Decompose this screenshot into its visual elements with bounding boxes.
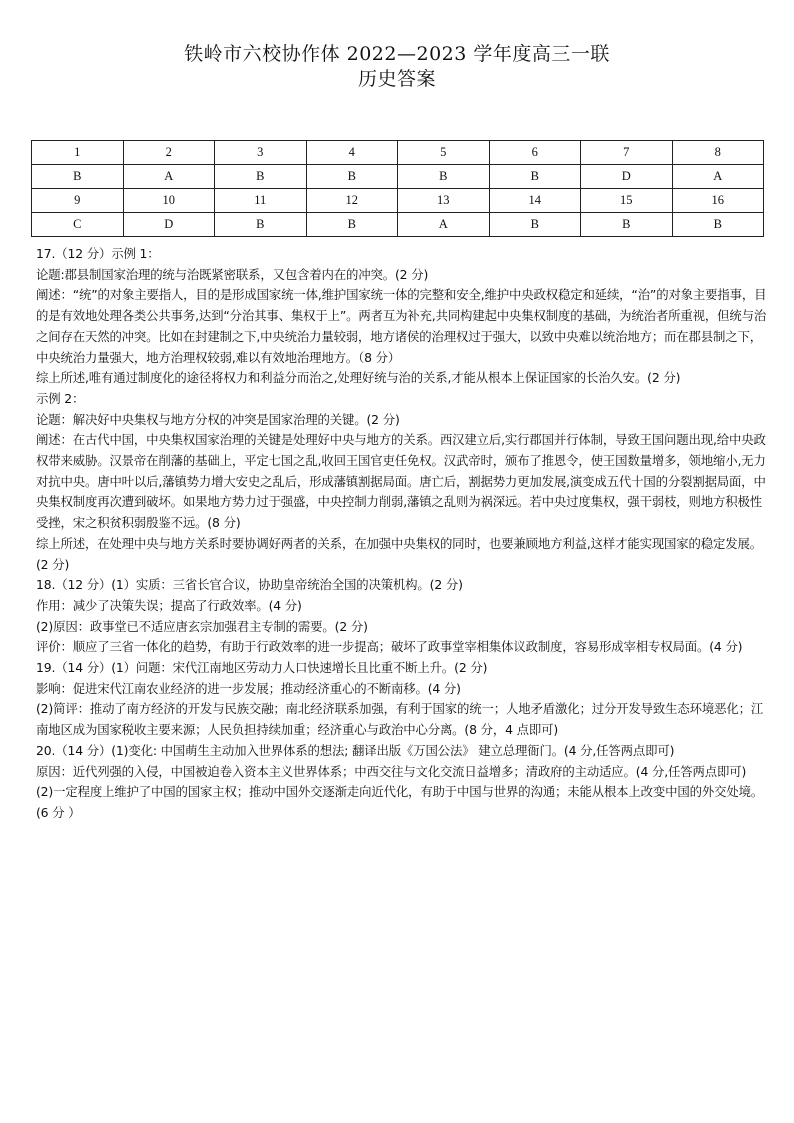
answer-cell: A [398, 213, 490, 237]
answer-cell: B [306, 165, 398, 189]
answer-table [31, 140, 764, 237]
q17-ex2-elaboration: 阐述：在古代中国，中央集权国家治理的关键是处理好中央与地方的关系。西汉建立后,实行郡国并行体制，导致王国问题出现,给中央政权带来威胁。汉景帝在削藩的基础上，平定七国之乱,收回王国官吏任免权。汉武帝时，颁布了推恩令，使王国数量增多，领地缩小,无力对抗中央。唐中叶以后,藩镇势力增大安史之乱后，形成藩镇割据局面。唐亡后，割据势力更加发展,演变成五代十国的分裂割据局面，中央集权制度再次遭到破坏。如果地方势力过于强盛，中央控制力削弱,藩镇之乱则为祸深远。若中央过度集权，强干弱枝，则地方积极性受挫，宋之积贫积弱殷鉴不远。(8 分) [36, 432, 766, 531]
q17-ex1-elaboration: 阐述：“统”的对象主要指人，目的是形成国家统一体,维护国家统一体的完整和安全,维护中央政权稳定和延续，“治”的对象主要指事，目的是有效地处理各类公共事务,达到“分治其事、集权于上”。两者互为补充,共同构建起中央集权制度的基础，为统治者所重视，但统与治之间存在天然的冲突。比如在封建制之下,中央统治力量较弱，地方诸侯的治理权过于强大，以致中央难以统治地方；而在郡县制之下，中央统治力量强大，地方治理权较弱,难以有效地治理地方。（8 分） [36, 287, 767, 365]
question-number-cell: 6 [489, 141, 581, 165]
q19-part2-comment: (2)简评：推动了南方经济的开发与民族交融；南北经济联系加强，有利于国家的统一；人地矛盾激化；过分开发导致生态环境恶化；江南地区成为国家税收主要来源；人民负担持续加重；经济重心与政治中心分离。(8 分，4 点即可) [36, 701, 764, 738]
answer-cell: B [489, 213, 581, 237]
question-number-cell: 4 [306, 141, 398, 165]
answer-cell: B [215, 213, 307, 237]
question-number-cell: 3 [215, 141, 307, 165]
answer-table-row [32, 189, 764, 213]
q17-ex1-conclusion: 综上所述,唯有通过制度化的途径将权力和利益分而治之,处理好统与治的关系,才能从根本上保证国家的长治久安。(2 分) [36, 370, 681, 386]
answer-explanations [36, 244, 771, 824]
question-number-cell: 7 [581, 141, 673, 165]
answer-cell: B [32, 165, 124, 189]
q17-heading: 17.（12 分）示例 1： [36, 246, 160, 261]
answer-cell: B [672, 213, 764, 237]
q17-ex2-thesis: 论题：解决好中央集权与地方分权的冲突是国家治理的关键。(2 分) [36, 411, 400, 427]
question-number-cell: 9 [32, 189, 124, 213]
question-number-cell: 2 [123, 141, 215, 165]
document-subtitle: 历史答案 [357, 68, 436, 90]
q17-ex2-conclusion: 综上所述，在处理中央与地方关系时要协调好两者的关系，在加强中央集权的同时，也要兼顾地方利益,这样才能实现国家的稳定发展。(2 分) [36, 535, 762, 572]
q17-ex1-thesis: 论题:郡县制国家治理的统与治既紧密联系，又包含着内在的冲突。(2 分) [36, 266, 429, 282]
question-number-cell: 1 [32, 141, 124, 165]
question-number-cell: 16 [672, 189, 764, 213]
answer-cell: A [672, 165, 764, 189]
q18-part1-effect: 作用：减少了决策失误；提高了行政效率。(4 分) [36, 597, 302, 613]
answer-cell: B [215, 165, 307, 189]
q19-part1-problem: 19.（14 分）(1）问题：宋代江南地区劳动力人口快速增长且比重不断上升。(2 分) [36, 660, 488, 676]
answer-cell: D [123, 213, 215, 237]
q17-ex2-heading: 示例 2： [36, 390, 85, 406]
question-number-cell: 12 [306, 189, 398, 213]
question-number-cell: 15 [581, 189, 673, 213]
answer-cell: B [581, 213, 673, 237]
answer-table-row [32, 165, 764, 189]
answer-cell: B [306, 213, 398, 237]
question-number-cell: 5 [398, 141, 490, 165]
q20-part1-reason: 原因：近代列强的入侵，中国被迫卷入资本主义世界体系；中西交往与文化交流日益增多；清政府的主动适应。(4 分,任答两点即可) [36, 763, 747, 779]
q18-part2-reason: (2)原因：政事堂已不适应唐玄宗加强君主专制的需要。(2 分) [36, 618, 368, 634]
answer-table-row [32, 213, 764, 237]
question-number-cell: 8 [672, 141, 764, 165]
answer-cell: A [123, 165, 215, 189]
answer-table-row [32, 141, 764, 165]
answer-cell: B [398, 165, 490, 189]
q18-part1-essence: 18.（12 分）(1）实质：三省长官合议，协助皇帝统治全国的决策机构。(2 分) [36, 577, 463, 593]
q20-part1-change: 20.（14 分）(1)变化: 中国萌生主动加入世界体系的想法; 翻译出版《万国公法》 建立总理衙门。(4 分,任答两点即可) [36, 742, 675, 758]
answer-cell: B [489, 165, 581, 189]
question-number-cell: 10 [123, 189, 215, 213]
question-number-cell: 11 [215, 189, 307, 213]
question-number-cell: 14 [489, 189, 581, 213]
document-title: 铁岭市六校协作体 2022—2023 学年度高三一联 [184, 43, 610, 65]
q19-part1-impact: 影响：促进宋代江南农业经济的进一步发展；推动经济重心的不断南移。(4 分) [36, 680, 461, 696]
answer-cell: D [581, 165, 673, 189]
q20-part2-evaluation: (2)一定程度上维护了中国的国家主权；推动中国外交逐渐走向近代化，有助于中国与世界的沟通；未能从根本上改变中国的外交处境。(6 分 ） [36, 784, 764, 820]
q18-part2-evaluation: 评价：顺应了三省一体化的趋势，有助于行政效率的进一步提高；破坏了政事堂宰相集体议政制度，容易形成宰相专权局面。(4 分) [36, 639, 743, 655]
question-number-cell: 13 [398, 189, 490, 213]
answer-cell: C [32, 213, 124, 237]
